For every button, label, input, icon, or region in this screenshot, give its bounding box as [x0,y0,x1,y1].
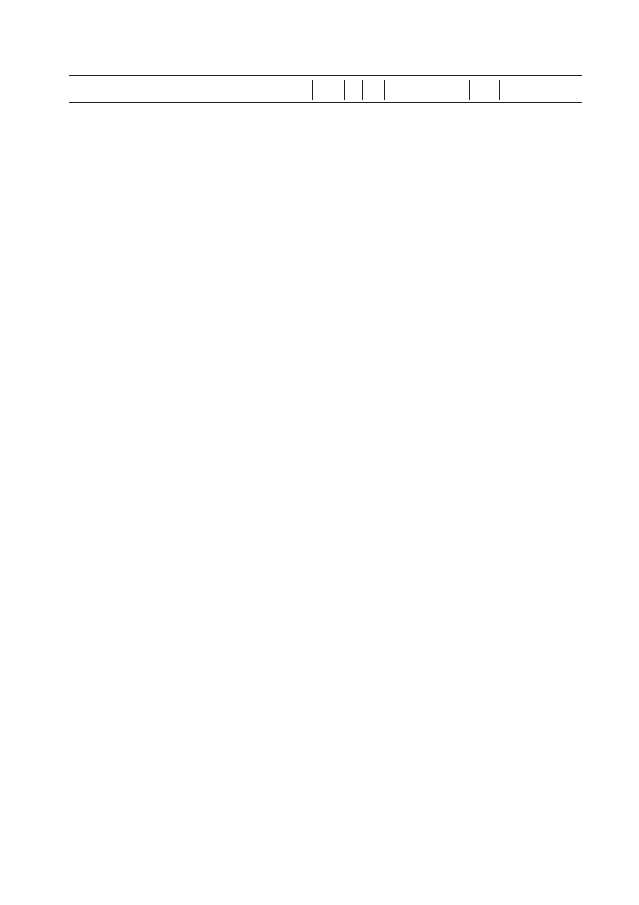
header-min [313,80,345,100]
header-pr [363,80,385,100]
header-name [69,80,313,100]
table-header-bottom-rule [69,102,582,103]
table-header-top-rule [69,75,582,76]
header-rz [345,80,363,100]
header-sum [500,80,582,100]
header-vr [470,80,500,100]
header-cs [385,80,470,100]
